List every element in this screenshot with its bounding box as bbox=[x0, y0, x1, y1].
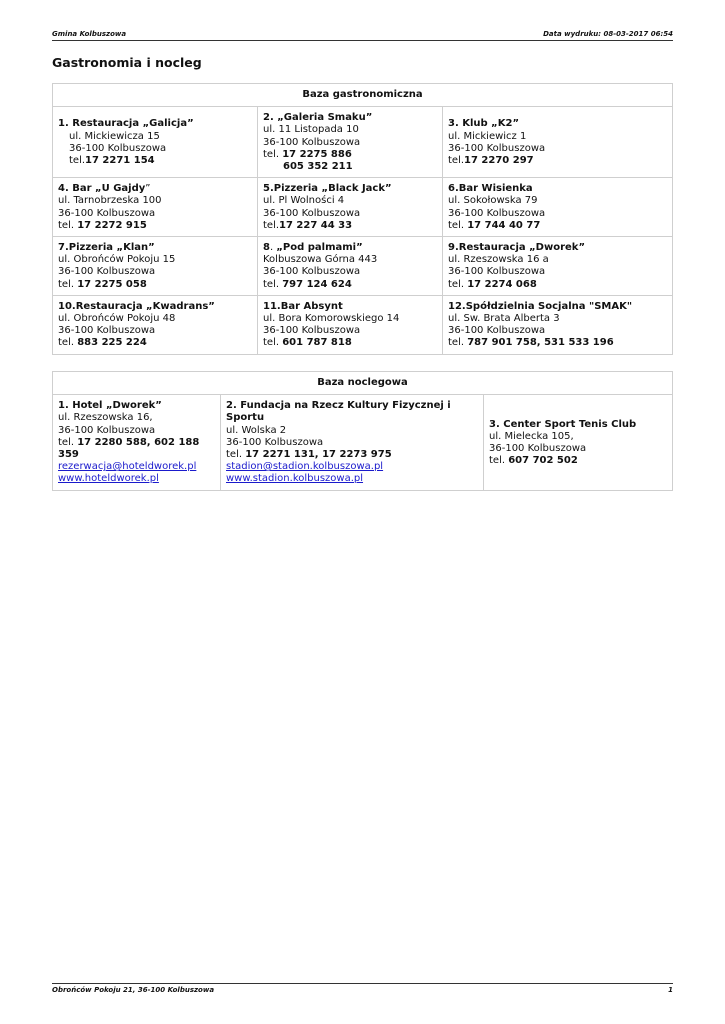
venue-name: 2. „Galeria Smaku” bbox=[263, 112, 373, 124]
lodging-city: 36-100 Kolbuszowa bbox=[58, 424, 156, 436]
venue-name: 10.Restauracja „Kwadrans” bbox=[58, 300, 215, 312]
venue-name: 9.Restauracja „Dworek” bbox=[448, 242, 586, 254]
website-link[interactable]: www.hoteldworek.pl bbox=[58, 473, 159, 485]
venue-name bbox=[263, 242, 437, 254]
phone-number: 17 2272 915 bbox=[77, 219, 147, 231]
venue-phone bbox=[58, 337, 252, 349]
venue-name: 7.Pizzeria „Klan” bbox=[58, 242, 155, 254]
venue-cell-3 bbox=[443, 107, 673, 178]
phone-number: 17 2271 131, 17 2273 975 bbox=[245, 449, 392, 461]
phone-number-2: 605 352 211 bbox=[283, 161, 353, 173]
phone-label: tel. bbox=[489, 455, 506, 467]
lodging-name: 3. Center Sport Tenis Club bbox=[489, 418, 637, 430]
lodging-cell-3 bbox=[484, 395, 673, 490]
phone-number: 17 2275 058 bbox=[77, 278, 147, 290]
website-link[interactable]: www.stadion.kolbuszowa.pl bbox=[226, 473, 364, 485]
venue-street: Kolbuszowa Górna 443 bbox=[263, 254, 378, 266]
venue-name-number: 8 bbox=[263, 242, 270, 254]
phone-label: tel. bbox=[263, 278, 280, 290]
venue-city: 36-100 Kolbuszowa bbox=[448, 266, 546, 278]
venue-street: ul. Pl Wolności 4 bbox=[263, 195, 345, 207]
lodging-phone bbox=[58, 437, 215, 461]
venue-cell-9 bbox=[443, 237, 673, 296]
page-title: Gastronomia i nocleg bbox=[52, 55, 202, 70]
venue-cell-2 bbox=[258, 107, 443, 178]
phone-label: tel. bbox=[58, 219, 75, 231]
venue-city: 36-100 Kolbuszowa bbox=[263, 325, 361, 337]
table-row bbox=[53, 107, 673, 178]
venue-city: 36-100 Kolbuszowa bbox=[58, 207, 156, 219]
phone-label: tel. bbox=[263, 337, 280, 349]
venue-phone bbox=[448, 155, 667, 167]
venue-phone bbox=[58, 220, 252, 232]
venue-phone bbox=[448, 337, 667, 349]
venue-city: 36-100 Kolbuszowa bbox=[448, 142, 546, 154]
lodging-header-row bbox=[53, 372, 673, 395]
table-row bbox=[53, 395, 673, 490]
venue-city: 36-100 Kolbuszowa bbox=[448, 325, 546, 337]
page-footer bbox=[52, 983, 673, 996]
venue-street: ul. Mickiewicza 15 bbox=[69, 130, 160, 142]
venue-street: ul. Obrońców Pokoju 48 bbox=[58, 313, 176, 325]
phone-number: 17 2274 068 bbox=[467, 278, 537, 290]
venue-name-separator: . bbox=[269, 242, 277, 254]
phone-number: 883 225 224 bbox=[77, 337, 147, 349]
venue-street: ul. Bora Komorowskiego 14 bbox=[263, 313, 400, 325]
venue-phone bbox=[58, 155, 252, 167]
header-municipality: Gmina Kolbuszowa bbox=[52, 30, 127, 38]
venue-cell-1 bbox=[53, 107, 258, 178]
venue-city: 36-100 Kolbuszowa bbox=[69, 142, 167, 154]
venue-street: ul. Mickiewicz 1 bbox=[448, 130, 527, 142]
header-print-date: Data wydruku: 08-03-2017 06:54 bbox=[543, 30, 673, 38]
phone-number: 17 227 44 33 bbox=[279, 219, 353, 231]
gastronomy-table bbox=[52, 83, 673, 355]
lodging-city: 36-100 Kolbuszowa bbox=[226, 436, 324, 448]
gastronomy-heading: Baza gastronomiczna bbox=[53, 84, 673, 107]
lodging-cell-2 bbox=[221, 395, 484, 490]
phone-number: 17 2280 588, 602 188 359 bbox=[58, 436, 200, 461]
venue-name: 6.Bar Wisienka bbox=[448, 183, 533, 195]
venue-phone bbox=[448, 279, 667, 291]
venue-phone bbox=[263, 337, 437, 349]
venue-name: 3. Klub „K2” bbox=[448, 118, 520, 130]
venue-phone bbox=[58, 279, 252, 291]
venue-name-quote: ” bbox=[145, 183, 151, 195]
phone-number: 17 2271 154 bbox=[85, 154, 155, 166]
table-row bbox=[53, 295, 673, 354]
venue-cell-6 bbox=[443, 178, 673, 237]
phone-label: tel. bbox=[448, 337, 465, 349]
email-link[interactable]: stadion@stadion.kolbuszowa.pl bbox=[226, 461, 384, 473]
table-row bbox=[53, 178, 673, 237]
lodging-phone bbox=[489, 455, 667, 467]
venue-name: 5.Pizzeria „Black Jack” bbox=[263, 183, 392, 195]
phone-label: tel. bbox=[263, 219, 280, 231]
venue-street: ul. Sokołowska 79 bbox=[448, 195, 538, 207]
venue-city: 36-100 Kolbuszowa bbox=[58, 325, 156, 337]
footer-address: Obrońców Pokoju 21, 36-100 Kolbuszowa bbox=[52, 986, 215, 994]
phone-label: tel. bbox=[263, 148, 280, 160]
phone-label: tel. bbox=[58, 337, 75, 349]
venue-cell-7 bbox=[53, 237, 258, 296]
lodging-cell-1 bbox=[53, 395, 221, 490]
venue-name: 1. Restauracja „Galicja” bbox=[58, 118, 194, 130]
email-link[interactable]: rezerwacja@hoteldworek.pl bbox=[58, 461, 197, 473]
phone-label: tel. bbox=[69, 154, 86, 166]
lodging-street: ul. Rzeszowska 16, bbox=[58, 412, 153, 424]
venue-street: ul. 11 Listopada 10 bbox=[263, 124, 359, 136]
lodging-name: 1. Hotel „Dworek” bbox=[58, 400, 162, 412]
phone-number: 17 2270 297 bbox=[464, 154, 534, 166]
venue-street: ul. Obrońców Pokoju 15 bbox=[58, 254, 176, 266]
venue-name: 12.Spółdzielnia Socjalna "SMAK" bbox=[448, 300, 633, 312]
venue-city: 36-100 Kolbuszowa bbox=[263, 266, 361, 278]
venue-name: 11.Bar Absynt bbox=[263, 300, 343, 312]
venue-city: 36-100 Kolbuszowa bbox=[448, 207, 546, 219]
lodging-name: 2. Fundacja na Rzecz Kultury Fizycznej i Sportu bbox=[226, 400, 451, 424]
venue-street: ul. Rzeszowska 16 a bbox=[448, 254, 549, 266]
phone-number: 787 901 758, 531 533 196 bbox=[467, 337, 614, 349]
venue-city: 36-100 Kolbuszowa bbox=[263, 136, 361, 148]
venue-name bbox=[58, 183, 252, 195]
venue-cell-10 bbox=[53, 295, 258, 354]
gastronomy-header-row bbox=[53, 84, 673, 107]
venue-street: ul. Tarnobrzeska 100 bbox=[58, 195, 162, 207]
lodging-heading: Baza noclegowa bbox=[53, 372, 673, 395]
venue-cell-12 bbox=[443, 295, 673, 354]
venue-phone bbox=[263, 220, 437, 232]
venue-phone bbox=[263, 279, 437, 291]
venue-cell-5 bbox=[258, 178, 443, 237]
table-row bbox=[53, 237, 673, 296]
phone-label: tel. bbox=[58, 278, 75, 290]
phone-number: 607 702 502 bbox=[508, 455, 578, 467]
venue-cell-8 bbox=[258, 237, 443, 296]
venue-street: ul. Sw. Brata Alberta 3 bbox=[448, 313, 560, 325]
phone-number: 797 124 624 bbox=[282, 278, 352, 290]
lodging-phone bbox=[226, 449, 478, 461]
phone-label: tel. bbox=[448, 154, 465, 166]
venue-phone bbox=[448, 220, 667, 232]
phone-number: 17 744 40 77 bbox=[467, 219, 541, 231]
lodging-street: ul. Wolska 2 bbox=[226, 424, 287, 436]
lodging-table bbox=[52, 371, 673, 491]
venue-phone bbox=[263, 149, 437, 161]
page-header bbox=[52, 30, 673, 41]
venue-name-text: 4. Bar „U Gajdy bbox=[58, 183, 146, 195]
lodging-city: 36-100 Kolbuszowa bbox=[489, 442, 587, 454]
venue-cell-4 bbox=[53, 178, 258, 237]
phone-label: tel. bbox=[58, 436, 75, 448]
page-number: 1 bbox=[668, 986, 673, 994]
venue-cell-11 bbox=[258, 295, 443, 354]
phone-label: tel. bbox=[448, 219, 465, 231]
lodging-street: ul. Mielecka 105, bbox=[489, 430, 574, 442]
venue-name-text: „Pod palmami” bbox=[276, 242, 363, 254]
venue-city: 36-100 Kolbuszowa bbox=[58, 266, 156, 278]
phone-number: 601 787 818 bbox=[282, 337, 352, 349]
phone-label: tel. bbox=[448, 278, 465, 290]
phone-number: 17 2275 886 bbox=[282, 148, 352, 160]
venue-city: 36-100 Kolbuszowa bbox=[263, 207, 361, 219]
phone-label: tel. bbox=[226, 449, 243, 461]
